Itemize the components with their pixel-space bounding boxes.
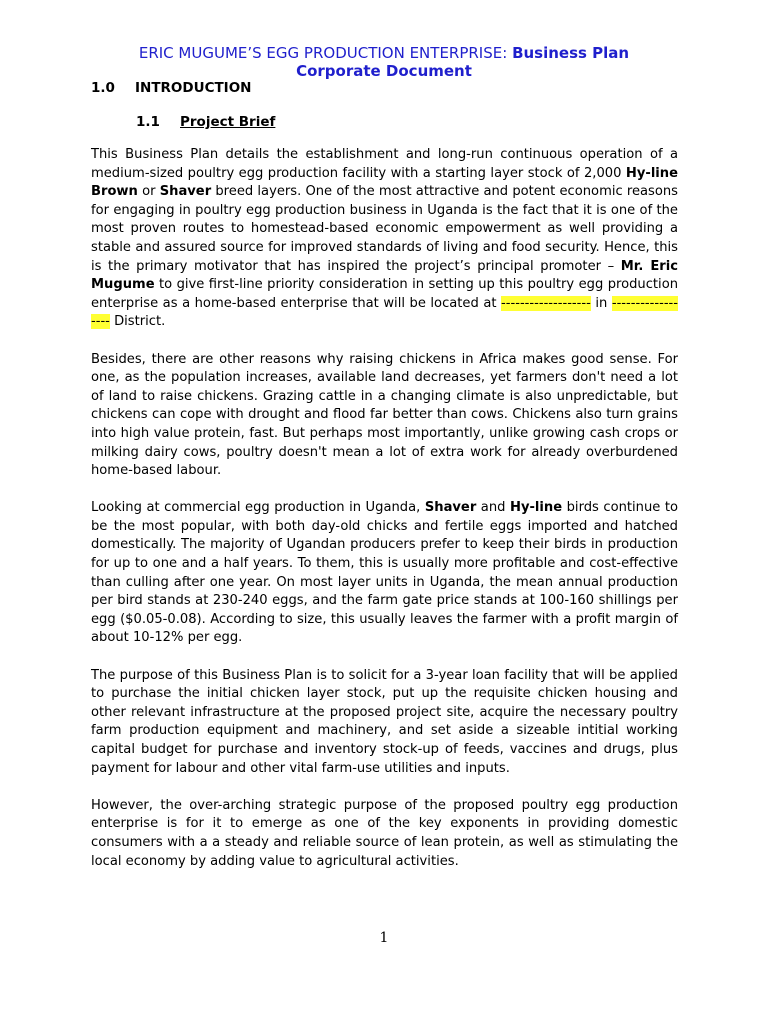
p3-bold-hyline: Hy-line: [509, 500, 563, 516]
p1-text-e: to give first-line priority consideration in setting up this poultry egg production enterprise as a home-based enterprise that will be located at: [91, 277, 678, 311]
p1-text-d: breed layers. One of the most attractive and potent economic reasons for engaging in poultry egg production business in Uganda is the fact that it is one of the most proven routes to homestead-based economic empowerment as well providing a stable and assured source for improved standards of living and food security. Hence, this is the primary motivator that has inspired the project’s principal promoter –: [91, 184, 678, 274]
location-placeholder-2: ------------------: [91, 295, 679, 330]
section-title: INTRODUCTION: [135, 80, 252, 96]
paragraph-3: [91, 499, 678, 648]
paragraph-5: However, the over-arching strategic purpose of the proposed poultry egg production enterprise is for it to emerge as one of the key exponents in providing domestic consumers with a a steady and reliable source of lean protein, as well as stimulating the local economy by adding value to agricultural activities.: [91, 797, 678, 869]
p3-text-a: Looking at commercial egg production in Uganda,: [91, 500, 425, 516]
p3-text-d: birds continue to be the most popular, with both day-old chicks and fertile eggs imported and hatched domestically. The majority of Ugandan producers prefer to keep their birds in production for up to one and a half years. To them, this is usually more profitable and cost-effective than culling after one year. On most layer units in Uganda, the mean annual production per bird stands at 230-240 eggs, and the farm gate price stands at 100-160 shillings per egg ($0.05-0.08). According to size, this usually leaves the farmer with a profit margin of about 10-12% per egg.: [91, 500, 678, 646]
p1-text-g: District.: [109, 314, 166, 330]
p1-text-f: in: [590, 295, 612, 311]
p1-bold-shaver: Shaver: [159, 184, 212, 200]
p3-bold-shaver: Shaver: [424, 500, 477, 516]
title-line-1: [90, 44, 678, 62]
p1-text-a: This Business Plan details the establishment and long-run continuous operation of a medium-sized poultry egg production facility with a starting layer stock of 2,000: [91, 147, 678, 181]
document-body: [91, 146, 678, 890]
subsection-number: 1.1: [136, 114, 160, 130]
paragraph-4: The purpose of this Business Plan is to solicit for a 3-year loan facility that will be applied to purchase the initial chicken layer stock, put up the requisite chicken housing and other relevant infrastructure at the proposed project site, acquire the necessary poultry farm production equipment and machinery, and set aside a sizeable intitial working capital budget for purchase and inventory stock-up of feeds, vaccines and drugs, plus payment for labour and other vital farm-use utilities and inputs.: [91, 667, 678, 776]
p1-bold-promoter: Mr. Eric Mugume: [91, 258, 678, 293]
section-heading: [91, 79, 251, 97]
paragraph-1: [91, 146, 678, 332]
title-subtitle: Corporate Document: [296, 62, 472, 80]
title-bold-text: Business Plan: [512, 44, 630, 62]
subsection-title: Project Brief: [180, 114, 276, 130]
page-number: 1: [379, 930, 389, 946]
subsection-heading: [136, 113, 275, 131]
paragraph-2: Besides, there are other reasons why raising chickens in Africa makes good sense. For one, as the population increases, available land decreases, yet farmers don't need a lot of land to raise chickens. Grazing cattle in a changing climate is also unpredictable, but chickens can cope with drought and flood far better than cows. Chickens also turn grains into high value protein, fast. But perhaps most importantly, unlike growing cash crops or milking dairy cows, poultry doesn't mean a lot of extra work for already overburdened home-based labour.: [91, 351, 678, 479]
p1-text-c: or: [137, 184, 160, 200]
p3-text-c: and: [476, 500, 510, 516]
document-title: [90, 44, 678, 80]
section-number: 1.0: [91, 80, 115, 96]
title-main-text: ERIC MUGUME’S EGG PRODUCTION ENTERPRISE:: [138, 44, 513, 62]
location-placeholder-1: -------------------: [501, 295, 591, 311]
p1-bold-hyline-brown: Hy-line Brown: [91, 165, 678, 200]
